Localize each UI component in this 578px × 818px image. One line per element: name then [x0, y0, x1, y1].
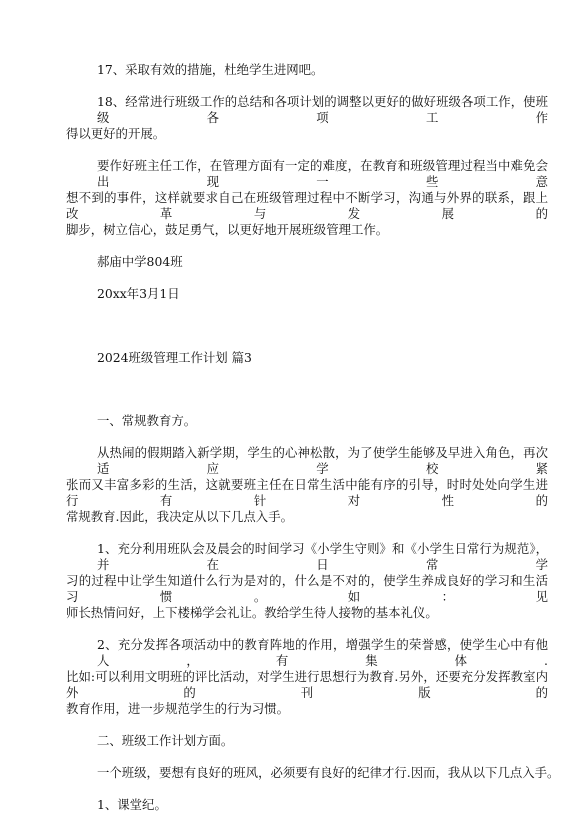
paragraph-17: 17、采取有效的措施，杜绝学生进网吧。 [97, 62, 324, 77]
signature-date: 20xx年3月1日 [97, 286, 180, 301]
paragraph-item-2-line-3: 教育作用，进一步规范学生的行为习惯。 [66, 701, 290, 716]
heading-routine-education: 一、常规教育方。 [97, 413, 197, 428]
paragraph-new-term-line-3: 常规教育.因此，我决定从以下几点入手。 [66, 509, 293, 524]
paragraph-18-line-2: 得以更好的开展。 [66, 126, 166, 141]
paragraph-summary-line-3: 脚步，树立信心，鼓足勇气，以更好地开展班级管理工作。 [66, 222, 389, 237]
section-title: 2024班级管理工作计划 篇3 [97, 350, 252, 365]
paragraph-classroom-discipline: 1、课堂纪。 [97, 797, 167, 812]
paragraph-item-1-line-1: 1、充分利用班队会及晨会的时间学习《小学生守则》和《小学生日常行为规范》，并在日常学 [97, 541, 548, 572]
heading-class-plan: 二、班级工作计划方面。 [97, 733, 234, 748]
paragraph-18-line-1: 18、经常进行班级工作的总结和各项计划的调整以更好的做好班级各项工作，使班级各项工作 [97, 94, 548, 125]
paragraph-item-1-line-3: 师长热情问好，上下楼梯学会礼让。教给学生待人接物的基本礼仪。 [66, 605, 438, 620]
paragraph-item-2-line-2: 比如:可以利用文明班的评比活动，对学生进行思想行为教育.另外，还要充分发挥教室内外的刊版的 [66, 669, 548, 700]
paragraph-new-term-line-1: 从热闹的假期踏入新学期，学生的心神松散，为了使学生能够及早进入角色，再次适应学校紧 [97, 445, 548, 476]
signature-school: 郝庙中学804班 [97, 254, 183, 269]
paragraph-item-2-line-1: 2、充分发挥各项活动中的教育阵地的作用，增强学生的荣誉感，使学生心中有他人，有集体. [97, 637, 548, 668]
paragraph-new-term-line-2: 张而又丰富多彩的生活，这就要班主任在日常生活中能有序的引导，时时处处向学生进行有针对性的 [66, 477, 548, 508]
paragraph-summary-line-1: 要作好班主任工作，在管理方面有一定的难度，在教育和班级管理过程当中难免会出现一些意 [97, 158, 548, 189]
paragraph-class-discipline: 一个班级，要想有良好的班风，必须要有良好的纪律才行.因而，我从以下几点入手。 [97, 765, 560, 780]
paragraph-item-1-line-2: 习的过程中让学生知道什么行为是对的，什么是不对的，使学生养成良好的学习和生活习惯。如：见 [66, 573, 548, 604]
paragraph-summary-line-2: 想不到的事件，这样就要求自己在班级管理过程中不断学习，沟通与外界的联系，跟上改革与发展的 [66, 190, 548, 221]
